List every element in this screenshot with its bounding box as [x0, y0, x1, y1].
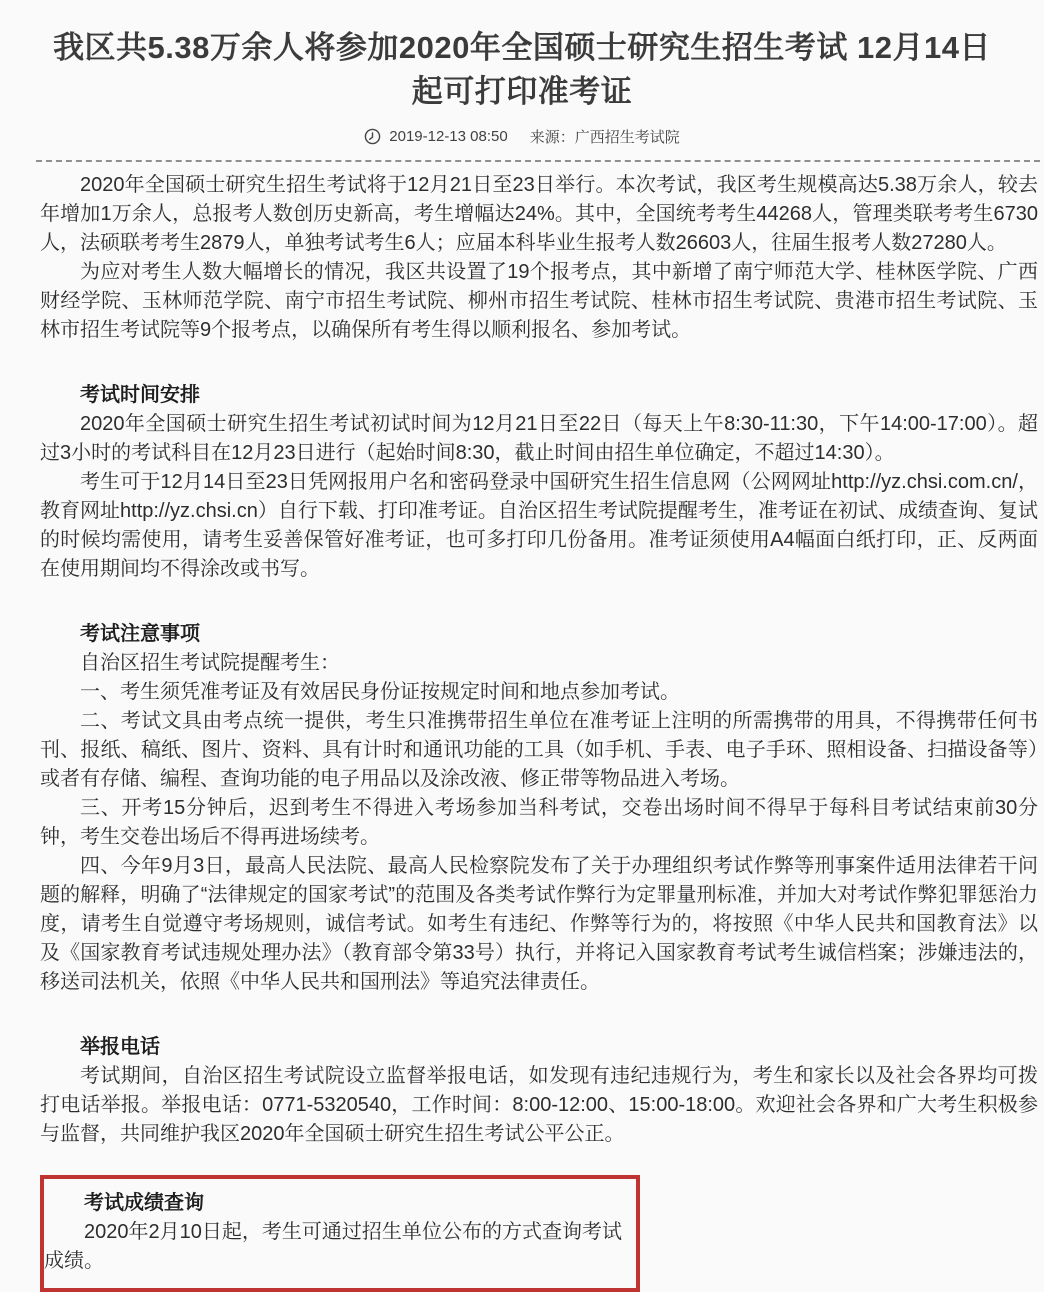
- clock-icon: [364, 128, 381, 145]
- section-heading-exam-notes: 考试注意事项: [80, 623, 200, 645]
- article-meta: [0, 126, 1044, 147]
- section-paragraph: 二、考试文具由考点统一提供，考生只准携带招生单位在准考证上注明的所需携带的用具，不得携带任何书刊、报纸、稿纸、图片、资料、具有计时和通讯功能的工具（如手机、手表、电子手环、照相设备、扫描设备等）或者有存储、编程、查询功能的电子用品以及涂改液、修正带等物品进入考场。: [40, 710, 1038, 790]
- section-heading-exam-schedule: 考试时间安排: [80, 384, 200, 406]
- score-query-highlight-box: [40, 1175, 640, 1292]
- section-paragraph: 四、今年9月3日，最高人民法院、最高人民检察院发布了关于办理组织考试作弊等刑事案件适用法律若干问题的解释，明确了“法律规定的国家考试”的范围及各类考试作弊行为定罪量刑标准，并加大对考试作弊犯罪惩治力度，请考生自觉遵守考场规则，诚信考试。如考生有违纪、作弊等行为的，将按照《中华人民共和国教育法》以及《国家教育考试违规处理办法》（教育部令第33号）执行，并将记入国家教育考试考生诚信档案；涉嫌违法的，移送司法机关，依照《中华人民共和国刑法》等追究法律责任。: [40, 855, 1038, 993]
- article-title: 我区共5.38万余人将参加2020年全国硕士研究生招生考试 12月14日起可打印准考证: [53, 30, 991, 109]
- section-heading-report-hotline: 举报电话: [80, 1036, 160, 1058]
- section-paragraph: 三、开考15分钟后，迟到考生不得进入考场参加当科考试，交卷出场时间不得早于每科目考试结束前30分钟，考生交卷出场后不得再进场续考。: [40, 797, 1038, 848]
- article-source: 来源：广西招生考试院: [529, 129, 680, 146]
- section-paragraph: 2020年2月10日起，考生可通过招生单位公布的方式查询考试成绩。: [44, 1221, 622, 1272]
- intro-paragraph: 为应对考生人数大幅增长的情况，我区共设置了19个报考点，其中新增了南宁师范大学、桂林医学院、广西财经学院、玉林师范学院、南宁市招生考试院、柳州市招生考试院、桂林市招生考试院、贵港市招生考试院、玉林市招生考试院等9个报考点，以确保所有考生得以顺利报名、参加考试。: [40, 261, 1038, 341]
- section-paragraph: 一、考生须凭准考证及有效居民身份证按规定时间和地点参加考试。: [80, 681, 680, 703]
- intro-paragraph: 2020年全国硕士研究生招生考试将于12月21日至23日举行。本次考试，我区考生规模高达5.38万余人，较去年增加1万余人，总报考人数创历史新高，考生增幅达24%。其中，全国统考考生44268人，管理类联考考生6730人，法硕联考考生2879人，单独考试考生6人；应届本科毕业生报考人数26603人，往届生报考人数27280人。: [40, 174, 1038, 254]
- section-heading-score-query: 考试成绩查询: [84, 1192, 204, 1214]
- article-content: [0, 162, 1044, 1292]
- section-paragraph: 考生可于12月14日至23日凭网报用户名和密码登录中国研究生招生信息网（公网网址http://yz.chsi.com.cn/，教育网址http://yz.chsi.cn）自行下载、打印准考证。自治区招生考试院提醒考生，准考证在初试、成绩查询、复试的时候均需使用，请考生妥善保管好准考证，也可多打印几份备用。准考证须使用A4幅面白纸打印，正、反两面在使用期间均不得涂改或书写。: [40, 471, 1038, 580]
- publish-datetime: 2019-12-13 08:50: [389, 128, 508, 145]
- section-paragraph: 2020年全国硕士研究生招生考试初试时间为12月21日至22日（每天上午8:30-11:30，下午14:00-17:00）。超过3小时的考试科目在12月23日进行（起始时间8:30，截止时间由招生单位确定，不超过14:30）。: [40, 413, 1038, 464]
- section-paragraph: 自治区招生考试院提醒考生：: [80, 652, 340, 674]
- section-paragraph: 考试期间，自治区招生考试院设立监督举报电话，如发现有违纪违规行为，考生和家长以及社会各界均可拨打电话举报。举报电话：0771-5320540，工作时间：8:00-12:00、15:00-18:00。欢迎社会各界和广大考生积极参与监督，共同维护我区2020年全国硕士研究生招生考试公平公正。: [40, 1065, 1038, 1145]
